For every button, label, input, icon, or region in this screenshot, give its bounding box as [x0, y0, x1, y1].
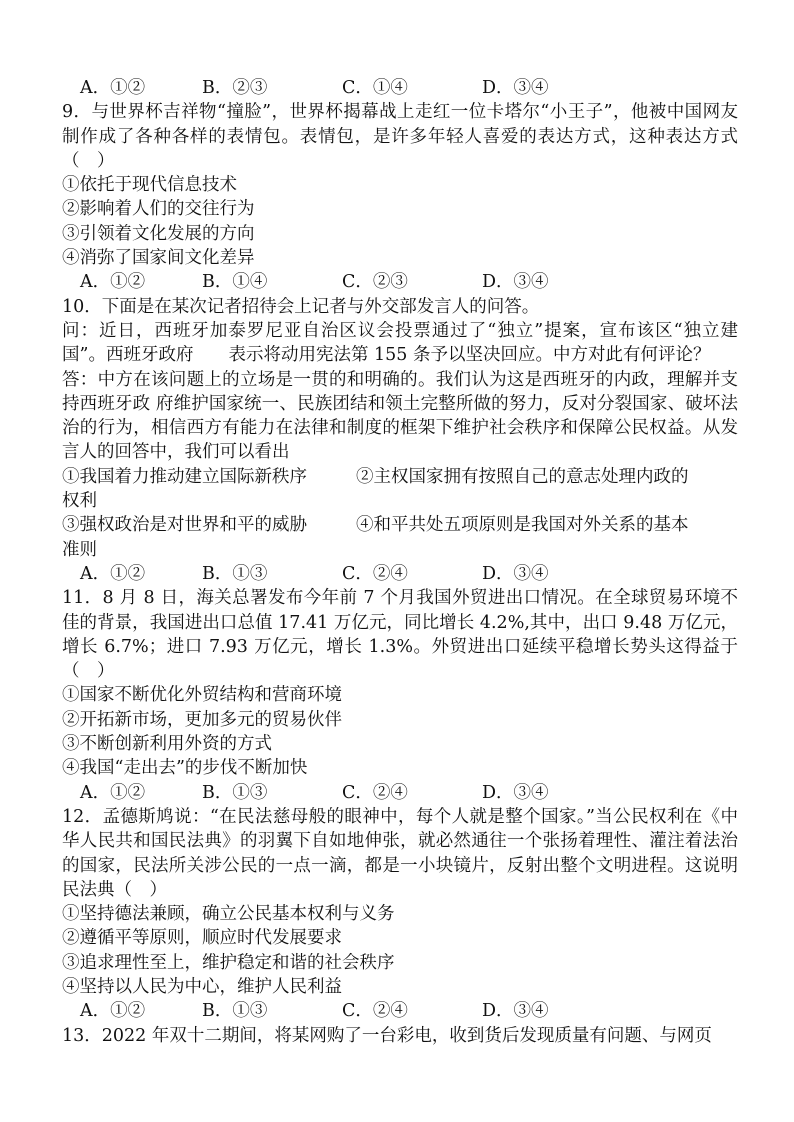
q8-option-a: A．①②: [80, 78, 146, 98]
q12-options: [62, 999, 738, 1023]
q8-option-b: B．②③: [202, 78, 268, 98]
q12-option-d: D．③④: [482, 1001, 549, 1022]
q8-option-c: C．①④: [342, 78, 408, 98]
q12-item-3: ③追求理性至上，维护稳定和谐的社会秩序: [62, 952, 395, 973]
q9-item-3: ③引领着文化发展的方向: [62, 223, 255, 244]
q10-option-d: D．③④: [482, 563, 549, 584]
q10-item-2: ②主权国家拥有按照自己的意志处理内政的: [356, 466, 689, 487]
q11-item-3: ③不断创新利用外资的方式: [62, 734, 272, 755]
q10-item-2-cont: 权利: [62, 491, 97, 512]
q9-options: [62, 270, 738, 294]
q8-option-d: D．③④: [482, 78, 549, 98]
q9-item-1: ①依托于现代信息技术: [62, 175, 237, 196]
q10-items-row-2: [62, 513, 738, 537]
q8-options: [62, 76, 738, 100]
q12-option-c: C．②④: [342, 1001, 408, 1022]
q12-item-4: ④坚持以人民为中心，维护人民利益: [62, 976, 342, 997]
q11-options: [62, 781, 738, 805]
q11-item-2: ②开拓新市场，更加多元的贸易伙伴: [62, 709, 342, 730]
q10-option-c: C．②④: [342, 563, 408, 584]
q11-option-a: A．①②: [80, 782, 146, 803]
q10-item-4-cont: 准则: [62, 539, 97, 560]
q11-option-d: D．③④: [482, 782, 549, 803]
q10-answer: 答：中方在该问题上的立场是一贯的和明确的。我们认为这是西班牙的内政，理解并支持西班牙政 府维护国家统一、民族团结和领土完整所做的努力，反对分裂国家、破坏法治的行为，相信西方有能力在法律和制度的框架下维护社会秩序和保障公民权益。从发言人的回答中，我们可以看出: [62, 369, 738, 463]
q9-item-4: ④消弥了国家间文化差异: [62, 248, 255, 269]
q11-stem: 11．8 月 8 日，海关总署发布今年前 7 个月我国外贸进出口情况。在全球贸易环境不佳的背景，我国进出口总值 17.41 万亿元，同比增长 4.2%,其中，出口 9.48 万亿元，增长 6.7%；进口 7.93 万亿元，增长 1.3%。外贸进出口延续平稳增长势头这得益于（ ）: [62, 588, 738, 682]
q11-item-1: ①国家不断优化外贸结构和营商环境: [62, 685, 342, 706]
q9-option-a: A．①②: [80, 272, 146, 293]
q9-item-2: ②影响着人们的交往行为: [62, 199, 255, 220]
q10-item-3: ③强权政治是对世界和平的威胁: [62, 515, 307, 536]
q12-option-b: B．①③: [202, 1001, 268, 1022]
q10-options: [62, 562, 738, 586]
q12-item-2: ②遵循平等原则，顺应时代发展要求: [62, 928, 342, 949]
q9-option-b: B．①④: [202, 272, 268, 293]
q9-option-c: C．②③: [342, 272, 408, 293]
q11-option-b: B．①③: [202, 782, 268, 803]
q11-item-4: ④我国“走出去”的步伐不断加快: [62, 758, 308, 779]
q11-option-c: C．②④: [342, 782, 408, 803]
q9-option-d: D．③④: [482, 272, 549, 293]
q9-stem: 9．与世界杯吉祥物“撞脸”，世界杯揭幕战上走红一位卡塔尔“小王子”，他被中国网友制作成了各种各样的表情包。表情包，是许多年轻人喜爱的表达方式，这种表达方式（ ）: [62, 102, 738, 171]
exam-page: [62, 76, 738, 1048]
q13-stem: 13．2022 年双十二期间，将某网购了一台彩电，收到货后发现质量有问题、与网页: [62, 1025, 712, 1046]
q10-item-1: ①我国着力推动建立国际新秩序: [62, 466, 307, 487]
q10-question: 问：近日，西班牙加泰罗尼亚自治区议会投票通过了“独立”提案，宣布该区“独立建国”。西班牙政府 表示将动用宪法第 155 条予以坚决回应。中方对此有何评论？: [62, 320, 738, 366]
q10-option-b: B．①③: [202, 563, 268, 584]
q10-option-a: A．①②: [80, 563, 146, 584]
q10-stem: 10．下面是在某次记者招待会上记者与外交部发言人的问答。: [62, 296, 540, 317]
q12-option-a: A．①②: [80, 1001, 146, 1022]
q12-item-1: ①坚持德法兼顾，确立公民基本权利与义务: [62, 904, 395, 925]
q10-items-row-1: [62, 465, 738, 489]
q10-item-4: ④和平共处五项原则是我国对外关系的基本: [356, 515, 689, 536]
q12-stem: 12．孟德斯鸠说：“在民法慈母般的眼神中，每个人就是整个国家。”当公民权利在《中华人民共和国民法典》的羽翼下自如地伸张，就必然通往一个张扬着理性、灌注着法治的国家，民法所关涉公民的一点一滴，都是一小块镜片，反射出整个文明进程。这说明民法典（ ）: [62, 806, 738, 900]
